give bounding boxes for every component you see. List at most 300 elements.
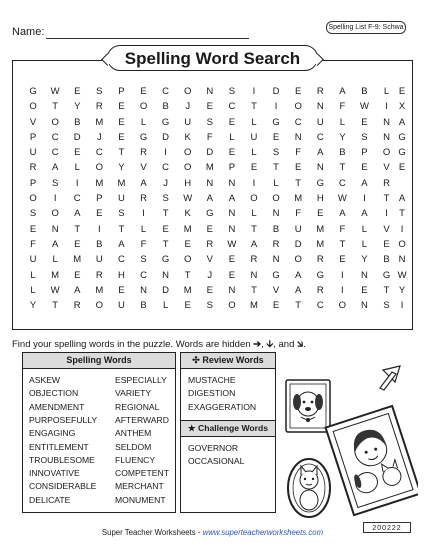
grid-letter: S [162, 193, 169, 205]
grid-letter: S [228, 86, 236, 97]
grid-letter: N [316, 101, 324, 113]
grid-letter: T [383, 193, 390, 205]
grid-letter: Y [361, 254, 368, 266]
grid-letter: B [162, 101, 169, 113]
grid-letter: R [73, 300, 81, 312]
grid-letter: U [29, 254, 37, 266]
grid-letter: T [118, 147, 125, 159]
word-item: SELDOM [115, 441, 152, 452]
grid-letter: I [341, 269, 344, 281]
grid-letter: S [361, 131, 368, 143]
grid-letter: A [206, 193, 213, 205]
footer [0, 528, 425, 537]
grid-letter: S [206, 300, 213, 312]
grid-letter: S [383, 300, 390, 312]
grid-letter: J [207, 269, 213, 281]
pointer-arrow-icon [380, 366, 400, 390]
grid-letter: U [117, 193, 125, 205]
grid-letter: N [228, 208, 236, 220]
grid-letter: G [161, 254, 170, 266]
grid-letter: A [361, 208, 368, 220]
grid-letter: I [252, 86, 256, 97]
grid-letter: S [206, 116, 213, 128]
word-item: EXAGGERATION [188, 401, 257, 412]
grid-letter: M [183, 284, 192, 296]
grid-letter: E [272, 300, 280, 312]
grid-letter: N [383, 116, 390, 128]
grid-letter: N [206, 86, 214, 97]
grid-letter: F [140, 238, 147, 250]
grid-letter: U [316, 116, 324, 128]
arrow-down-icon: 🡫 [266, 339, 274, 350]
grid-letter: L [30, 269, 36, 281]
grid-letter: J [163, 177, 168, 189]
grid-letter: O [398, 238, 406, 250]
grid-letter: M [95, 116, 104, 128]
grid-letter: A [51, 238, 59, 250]
grid-letter: N [361, 300, 368, 312]
grid-letter: A [74, 284, 81, 296]
spelling-words-box [22, 352, 176, 513]
grid-letter: D [272, 86, 280, 97]
grid-letter: H [184, 177, 192, 189]
grid-letter: A [51, 162, 59, 174]
grid-letter: E [74, 269, 81, 281]
word-item: OCCASIONAL [188, 456, 245, 467]
grid-letter: N [361, 269, 368, 281]
grid-letter: O [250, 193, 258, 205]
grid-letter: N [294, 131, 302, 143]
grid-letter: U [184, 116, 192, 128]
grid-letter: N [206, 177, 214, 189]
grid-letter: L [140, 116, 147, 128]
grid-letter: O [95, 300, 104, 312]
grid-letter: G [272, 116, 280, 128]
grid-letter: I [252, 177, 256, 189]
grid-letter: F [339, 223, 346, 235]
grid-letter: U [29, 147, 37, 159]
grid-letter: C [162, 162, 170, 174]
review-words-heading: ✣ Review Words [181, 353, 275, 369]
word-item: GOVERNOR [188, 443, 239, 453]
grid-letter: E [29, 223, 37, 235]
grid-letter: G [272, 269, 280, 281]
grid-letter: S [140, 254, 147, 266]
grid-letter: B [140, 300, 147, 312]
grid-letter: T [383, 284, 390, 296]
grid-letter: C [51, 147, 59, 159]
grid-letter: P [118, 86, 125, 97]
grid-letter: M [250, 300, 258, 312]
grid-letter: S [96, 86, 103, 97]
grid-letter: O [29, 101, 37, 113]
grid-letter: L [140, 223, 147, 235]
grid-letter: O [338, 300, 347, 312]
page-title: Spelling Word Search [107, 45, 318, 71]
word-item: COMPETENT [115, 468, 169, 479]
grid-letter: E [361, 162, 368, 174]
grid-letter: I [400, 223, 404, 235]
grid-letter: R [316, 86, 324, 97]
instructions-period: . [303, 339, 306, 350]
grid-letter: E [206, 284, 213, 296]
grid-letter: K [184, 131, 191, 143]
grid-letter: E [398, 162, 406, 174]
grid-letter: H [117, 269, 125, 281]
grid-letter: S [272, 147, 280, 159]
grid-letter: D [294, 238, 302, 250]
grid-letter: G [316, 177, 324, 189]
dog-portrait-frame [286, 380, 330, 432]
grid-letter: G [139, 131, 148, 143]
grid-letter: E [140, 86, 147, 97]
grid-letter: T [184, 269, 191, 281]
grid-letter: M [73, 254, 82, 266]
grid-letter: T [339, 162, 346, 174]
grid-letter: T [74, 223, 81, 235]
word-item: PURPOSEFULLY [29, 414, 98, 425]
grid-letter: I [98, 223, 101, 235]
grid-letter: P [96, 193, 103, 205]
grid-letter: L [383, 86, 390, 97]
grid-letter: F [295, 208, 302, 220]
grid-letter: L [361, 223, 368, 235]
grid-letter: F [339, 101, 346, 113]
grid-letter: C [73, 193, 81, 205]
grid-letter: A [398, 116, 406, 128]
grid-letter: H [316, 193, 324, 205]
word-item: OBJECTION [29, 388, 79, 399]
grid-letter: P [361, 147, 368, 159]
grid-letter: M [51, 269, 60, 281]
grid-letter: L [162, 300, 169, 312]
grid-letter: A [74, 208, 81, 220]
grid-letter: B [272, 223, 280, 235]
grid-letter: L [273, 177, 279, 189]
grid-letter: V [272, 284, 280, 296]
grid-letter: N [316, 162, 324, 174]
grid-letter: P [228, 162, 236, 174]
grid-letter: L [361, 238, 368, 250]
footer-text: Super Teacher Worksheets - [101, 528, 203, 537]
word-item: DIGESTION [188, 388, 236, 399]
grid-letter: E [74, 86, 81, 97]
grid-letter: L [30, 284, 36, 296]
grid-letter: N [398, 254, 406, 266]
grid-letter: R [29, 162, 37, 174]
grid-letter: E [206, 101, 213, 113]
grid-letter: N [162, 269, 170, 281]
grid-letter: S [29, 208, 37, 220]
grid-letter: E [317, 208, 324, 220]
grid-letter: T [162, 208, 169, 220]
letter-grid [22, 84, 407, 313]
grid-letter: E [228, 116, 236, 128]
grid-letter: C [316, 131, 324, 143]
grid-letter: T [251, 284, 257, 296]
grid-letter: C [338, 177, 346, 189]
review-words-box [180, 352, 276, 513]
grid-letter: D [73, 131, 81, 143]
grid-letter: A [339, 208, 346, 220]
grid-letter: L [251, 208, 257, 220]
challenge-words-heading: ★ Challenge Words [181, 420, 275, 437]
grid-letter: R [140, 193, 147, 205]
grid-letter: I [400, 300, 404, 312]
grid-letter: W [397, 269, 407, 281]
grid-letter: O [382, 147, 391, 159]
grid-letter: G [398, 131, 406, 143]
grid-letter: I [341, 284, 344, 296]
grid-letter: U [95, 254, 103, 266]
grid-letter: T [339, 238, 346, 250]
grid-letter: U [117, 300, 125, 312]
word-item: DELICATE [29, 494, 71, 505]
grid-letter: C [316, 300, 324, 312]
word-item: MERCHANT [115, 481, 164, 492]
grid-letter: N [228, 177, 236, 189]
grid-letter: L [251, 116, 257, 128]
grid-letter: C [140, 269, 147, 281]
word-item: INNOVATIVE [29, 468, 80, 479]
word-item: FLUENCY [115, 454, 156, 465]
grid-letter: V [29, 116, 37, 128]
word-item: ENTITLEMENT [29, 441, 89, 452]
pet-portraits-illustration [283, 360, 418, 525]
grid-letter: M [95, 284, 104, 296]
word-item: ENGAGING [29, 428, 76, 439]
grid-letter: E [272, 131, 280, 143]
grid-letter: M [316, 223, 325, 235]
grid-letter: T [162, 238, 169, 250]
instructions-text: Find your spelling words in the puzzle. Words are hidden [12, 339, 251, 350]
grid-letter: T [295, 177, 302, 189]
instructions [12, 337, 306, 353]
name-line [46, 38, 249, 39]
grid-letter: A [295, 269, 302, 281]
grid-letter: A [361, 177, 368, 189]
grid-letter: F [206, 131, 213, 143]
grid-letter: N [140, 284, 147, 296]
grid-letter: N [228, 284, 236, 296]
grid-letter: O [294, 254, 302, 266]
grid-letter: N [51, 223, 59, 235]
grid-letter: T [399, 208, 405, 220]
grid-letter: W [227, 238, 237, 250]
grid-letter: G [29, 86, 37, 97]
footer-link[interactable]: www.superteacherworksheets.com [202, 528, 324, 537]
grid-letter: C [162, 86, 170, 97]
grid-letter: P [29, 131, 37, 143]
grid-letter: J [96, 131, 102, 143]
grid-letter: I [363, 193, 366, 205]
grid-letter: O [228, 300, 236, 312]
grid-letter: I [385, 208, 388, 220]
grid-letter: R [272, 238, 280, 250]
word-item: ANTHEM [115, 428, 152, 439]
spelling-list-badge: Spelling List F-9: Schwa [326, 21, 406, 34]
grid-letter: E [162, 223, 169, 235]
grid-letter: R [95, 101, 103, 113]
grid-letter: E [339, 254, 346, 266]
grid-letter: O [184, 86, 192, 97]
grid-letter: M [294, 193, 303, 205]
grid-letter: B [96, 238, 103, 250]
grid-letter: V [206, 254, 213, 266]
grid-letter: P [29, 177, 37, 189]
word-item: REGIONAL [115, 401, 160, 412]
arrow-right-icon: ➔ [253, 339, 262, 350]
grid-letter: R [383, 177, 390, 189]
grid-letter: R [316, 284, 324, 296]
grid-letter: O [184, 162, 192, 174]
grid-letter: O [184, 254, 192, 266]
grid-letter: G [316, 269, 324, 281]
grid-letter: I [142, 208, 145, 220]
grid-letter: I [385, 101, 388, 113]
grid-letter: N [272, 208, 280, 220]
grid-letter: M [205, 162, 214, 174]
grid-letter: E [361, 116, 368, 128]
grid-letter: L [74, 162, 80, 174]
grid-letter: N [228, 223, 236, 235]
grid-letter: E [96, 208, 103, 220]
grid-letter: G [161, 116, 170, 128]
grid-letter: N [250, 269, 258, 281]
word-item: MUSTACHE [188, 375, 236, 385]
grid-letter: R [250, 254, 258, 266]
grid-letter: D [162, 284, 170, 296]
grid-letter: S [118, 208, 125, 220]
grid-letter: O [184, 147, 192, 159]
grid-letter: Y [74, 101, 81, 113]
grid-letter: W [337, 193, 347, 205]
grid-letter: W [359, 101, 369, 113]
instructions-and: , and [273, 339, 295, 350]
grid-letter: W [183, 193, 193, 205]
grid-letter: R [316, 254, 324, 266]
grid-letter: V [140, 162, 147, 174]
grid-letter: T [295, 300, 302, 312]
grid-letter: L [52, 254, 58, 266]
grid-letter: O [294, 101, 302, 113]
grid-letter: E [118, 101, 125, 113]
grid-letter: E [361, 284, 368, 296]
grid-letter: O [139, 101, 148, 113]
grid-letter: A [339, 86, 346, 97]
grid-letter: A [140, 177, 147, 189]
grid-letter: A [317, 147, 324, 159]
grid-letter: V [383, 162, 390, 174]
grid-letter: G [398, 147, 406, 159]
grid-letter: E [228, 269, 236, 281]
grid-letter: E [74, 147, 81, 159]
grid-letter: G [206, 208, 214, 220]
grid-letter: T [273, 162, 279, 174]
grid-letter: E [295, 162, 302, 174]
grid-letter: T [52, 101, 59, 113]
grid-letter: X [398, 101, 406, 113]
grid-letter: D [162, 131, 170, 143]
grid-letter: B [361, 86, 368, 97]
grid-letter: B [383, 254, 390, 266]
name-label: Name: [12, 26, 45, 38]
document-code: 200222 [363, 522, 411, 533]
word-item: ASKEW [29, 375, 61, 385]
grid-letter: W [50, 86, 60, 97]
grid-letter: Y [118, 162, 125, 174]
spelling-words-heading: Spelling Words [23, 353, 175, 369]
grid-letter: M [117, 177, 126, 189]
grid-letter: T [251, 101, 257, 113]
grid-letter: E [184, 300, 191, 312]
grid-letter: K [184, 208, 191, 220]
grid-letter: E [206, 223, 213, 235]
grid-letter: C [228, 101, 236, 113]
word-item: VARIETY [115, 388, 152, 399]
grid-letter: L [229, 131, 235, 143]
grid-letter: O [272, 193, 280, 205]
grid-letter: J [185, 101, 191, 113]
grid-letter: E [250, 162, 258, 174]
grid-letter: L [339, 116, 345, 128]
grid-letter: R [140, 147, 147, 159]
grid-letter: E [295, 86, 302, 97]
comma: , [261, 339, 264, 350]
grid-letter: E [74, 238, 81, 250]
grid-letter: G [382, 269, 391, 281]
grid-letter: A [250, 238, 258, 250]
grid-letter: E [398, 86, 406, 97]
grid-letter: I [75, 177, 79, 189]
grid-letter: E [228, 147, 236, 159]
grid-letter: O [95, 162, 104, 174]
grid-letter: O [51, 116, 59, 128]
grid-letter: I [274, 101, 278, 113]
grid-letter: E [228, 254, 236, 266]
grid-letter: E [383, 238, 390, 250]
grid-letter: A [398, 193, 406, 205]
grid-letter: T [251, 223, 257, 235]
grid-letter: Y [398, 284, 406, 296]
grid-letter: S [51, 177, 59, 189]
grid-letter: N [272, 254, 280, 266]
grid-letter: E [118, 131, 125, 143]
grid-letter: C [51, 131, 59, 143]
grid-letter: W [50, 284, 60, 296]
grid-letter: M [316, 238, 325, 250]
arrow-diagonal-icon: 🡮 [297, 339, 304, 350]
grid-letter: E [184, 238, 191, 250]
grid-letter: E [118, 284, 125, 296]
grid-letter: C [294, 116, 302, 128]
grid-letter: F [295, 147, 302, 159]
grid-letter: I [53, 193, 57, 205]
grid-letter: E [118, 116, 125, 128]
grid-letter: Y [29, 300, 37, 312]
word-item: ESPECIALLY [115, 375, 167, 385]
grid-letter: D [206, 147, 214, 159]
grid-letter: U [250, 131, 258, 143]
grid-letter: B [74, 116, 81, 128]
grid-letter: A [118, 238, 125, 250]
grid-letter: A [228, 193, 236, 205]
word-item: CONSIDERABLE [29, 481, 97, 492]
grid-letter: F [30, 238, 36, 250]
grid-letter: Y [339, 131, 346, 143]
cat-portrait-frame [288, 459, 330, 517]
grid-letter: N [383, 131, 390, 143]
